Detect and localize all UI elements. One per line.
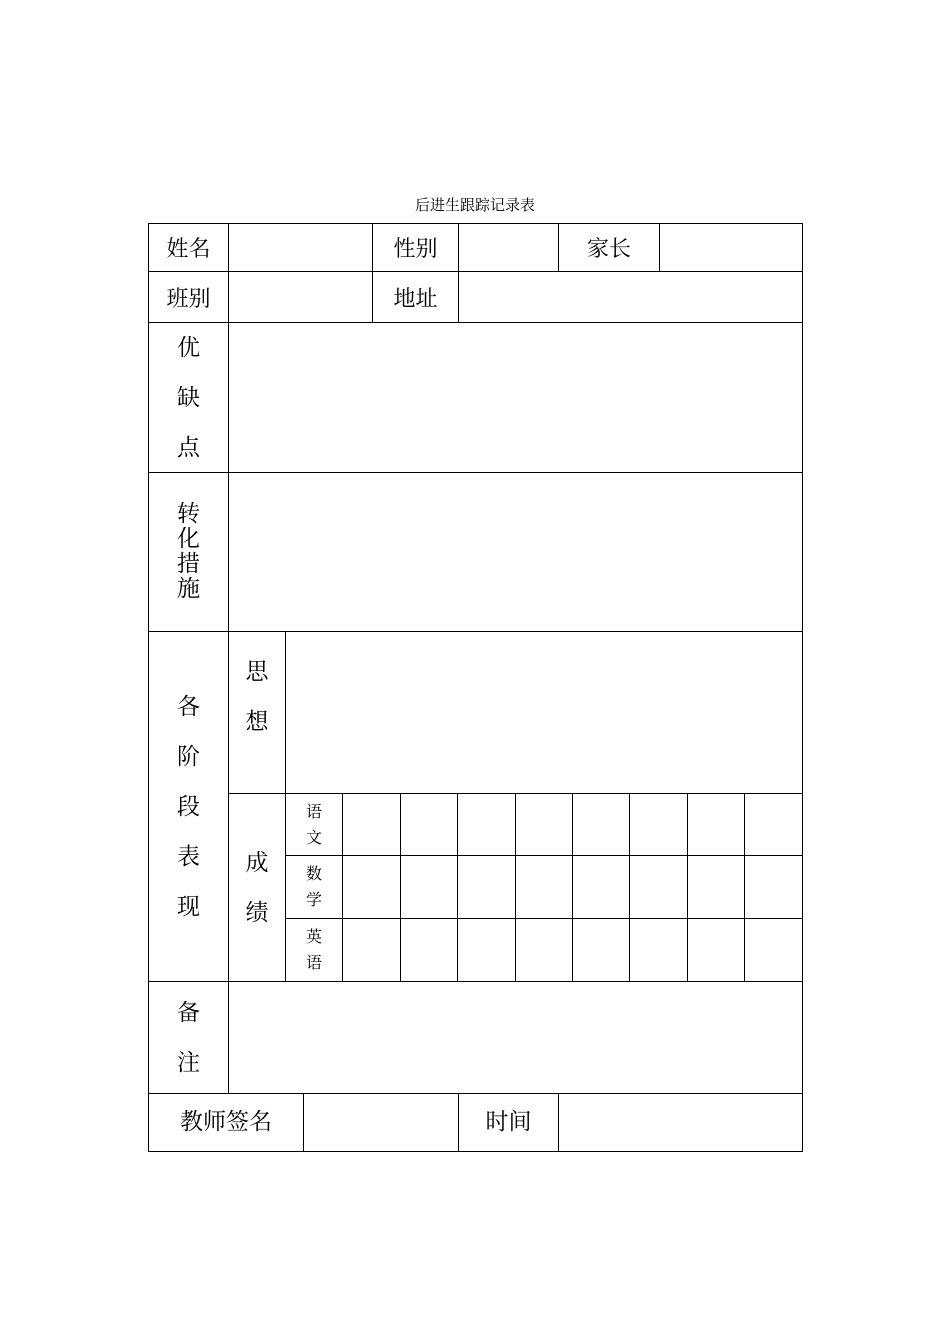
- stage-performance-label: 各 阶 段 表 现: [177, 693, 200, 920]
- class-field[interactable]: [229, 272, 372, 322]
- gender-label: 性别: [393, 237, 438, 262]
- parent-field[interactable]: [660, 224, 802, 271]
- thought-label: 思 想: [245, 658, 269, 735]
- teacher-signature-field[interactable]: [304, 1094, 458, 1151]
- subject-label-chinese: 语 文: [305, 801, 322, 847]
- time-field[interactable]: [559, 1094, 802, 1151]
- subject-label-english: 英 语: [305, 927, 322, 972]
- class-label: 班别: [166, 286, 211, 312]
- grades-label: 成 绩: [245, 849, 269, 926]
- transformation-measures-field[interactable]: [229, 473, 802, 631]
- strengths-weaknesses-label: 优 缺 点: [177, 334, 200, 461]
- page-title: 后进生跟踪记录表: [414, 196, 535, 214]
- address-field[interactable]: [459, 272, 802, 322]
- remarks-field[interactable]: [229, 982, 802, 1093]
- name-label: 姓名: [166, 237, 211, 262]
- time-label: 时间: [485, 1108, 532, 1135]
- remarks-label: 备 注: [177, 999, 200, 1076]
- subject-label-math: 数 学: [305, 864, 322, 909]
- thought-field[interactable]: [286, 632, 802, 793]
- teacher-signature-label: 教师签名: [180, 1108, 272, 1135]
- parent-label: 家长: [586, 237, 631, 262]
- address-label: 地址: [393, 286, 438, 312]
- gender-field[interactable]: [459, 224, 558, 271]
- name-field[interactable]: [229, 224, 372, 271]
- transformation-measures-label: 转 化 措 施: [177, 501, 200, 602]
- strengths-weaknesses-field[interactable]: [229, 323, 802, 472]
